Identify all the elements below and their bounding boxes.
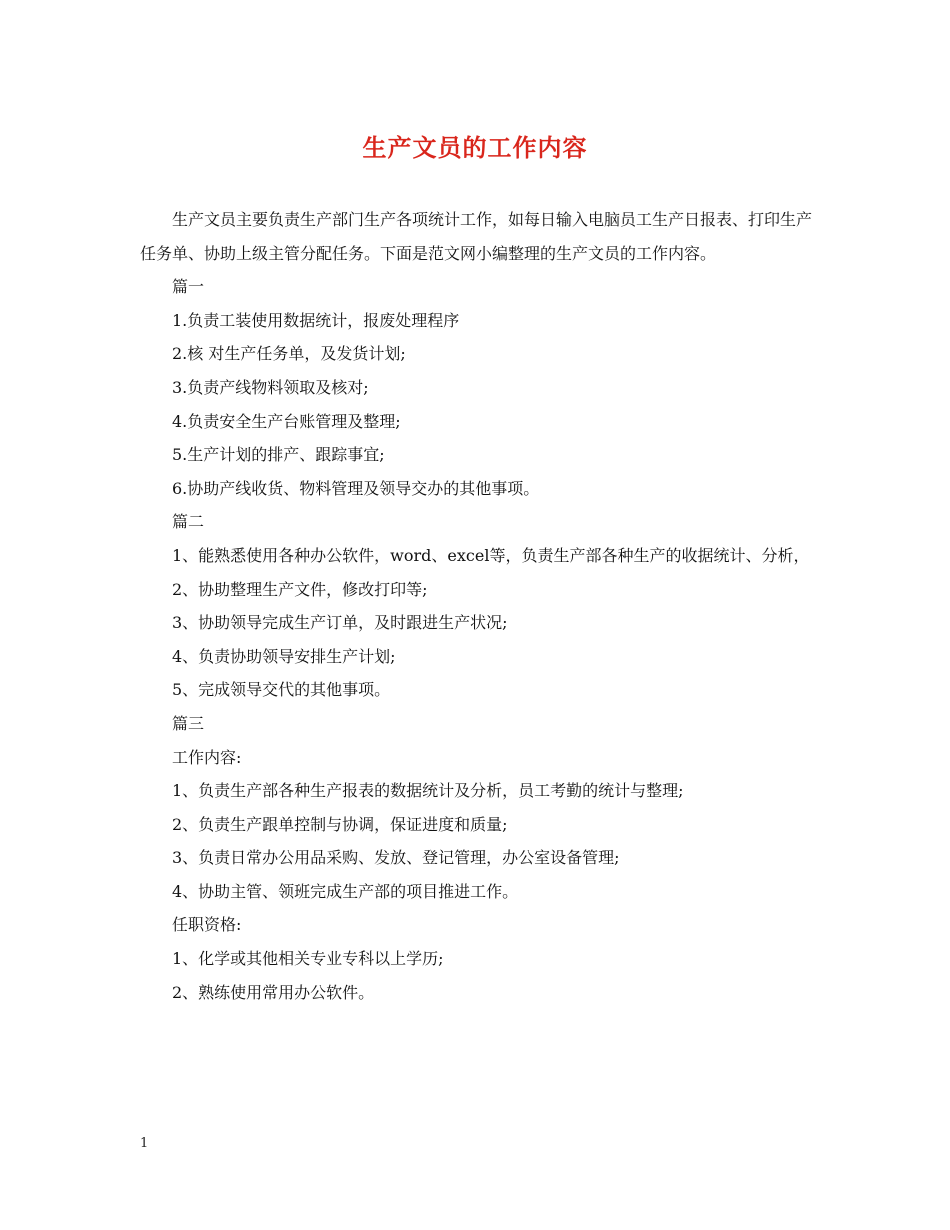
section-2-item: 1、能熟悉使用各种办公软件，word、excel等，负责生产部各种生产的收据统计、分析， — [172, 545, 810, 565]
section-1-item: 2.核 对生产任务单，及发货计划; — [172, 344, 406, 364]
section-1-item: 3.负责产线物料领取及核对; — [172, 377, 369, 397]
work-content-item: 3、负责日常办公用品采购、发放、登记管理，办公室设备管理; — [172, 848, 620, 868]
section-2-item: 2、协助整理生产文件，修改打印等; — [172, 579, 428, 599]
section-1-item: 6.协助产线收货、物料管理及领导交办的其他事项。 — [172, 478, 540, 498]
work-content-item: 1、负责生产部各种生产报表的数据统计及分析，员工考勤的统计与整理; — [172, 781, 684, 801]
qualification-item: 2、熟练使用常用办公软件。 — [172, 982, 375, 1002]
section-1-heading: 篇一 — [172, 277, 205, 297]
qualification-heading: 任职资格: — [172, 915, 242, 935]
work-content-item: 2、负责生产跟单控制与协调，保证进度和质量; — [172, 814, 508, 834]
page-number: 1 — [140, 1136, 149, 1151]
section-1-item: 4.负责安全生产台账管理及整理; — [172, 411, 401, 431]
section-3-heading: 篇三 — [172, 713, 205, 733]
section-2-item: 4、负责协助领导安排生产计划; — [172, 646, 396, 666]
section-2-item: 5、完成领导交代的其他事项。 — [172, 680, 391, 700]
section-2-heading: 篇二 — [172, 512, 205, 532]
section-1-item: 1.负责工装使用数据统计，报废处理程序 — [172, 310, 460, 330]
page-title: 生产文员的工作内容 — [362, 134, 588, 162]
document-body — [140, 203, 812, 1009]
qualification-item: 1、化学或其他相关专业专科以上学历; — [172, 949, 444, 969]
work-content-item: 4、协助主管、领班完成生产部的项目推进工作。 — [172, 881, 519, 901]
work-content-heading: 工作内容: — [172, 747, 242, 767]
intro-paragraph: 生产文员主要负责生产部门生产各项统计工作，如每日输入电脑员工生产日报表、打印生产任务单、协助上级主管分配任务。下面是范文网小编整理的生产文员的工作内容。 — [140, 210, 813, 263]
section-1-item: 5.生产计划的排产、跟踪事宜; — [172, 445, 385, 465]
section-2-item: 3、协助领导完成生产订单，及时跟进生产状况; — [172, 613, 508, 633]
